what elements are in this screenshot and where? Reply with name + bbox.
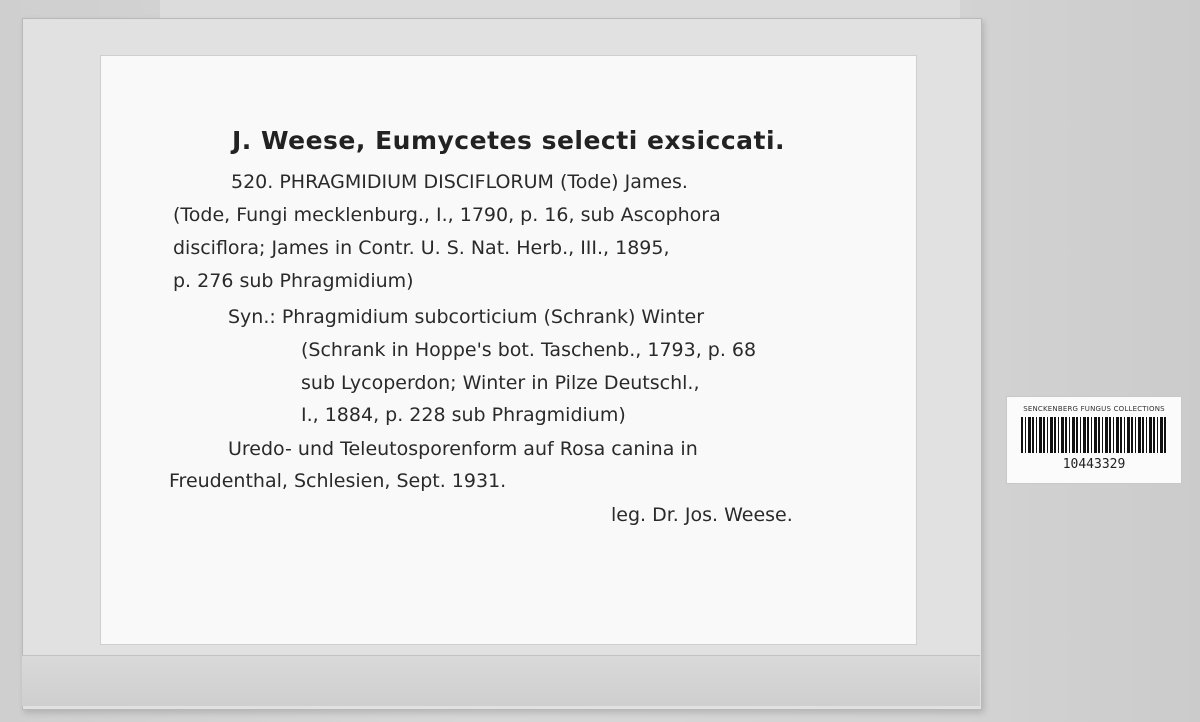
label-line-6: (Schrank in Hoppe's bot. Taschenb., 1793, p. 68 [301,339,757,361]
label-line-1: 520. PHRAGMIDIUM DISCIFLORUM (Tode) James. [231,171,688,193]
specimen-label [100,55,917,645]
label-line-7: sub Lycoperdon; Winter in Pilze Deutschl., [301,372,700,394]
label-line-4: p. 276 sub Phragmidium) [173,270,414,292]
collector-line: leg. Dr. Jos. Weese. [611,504,793,526]
label-line-8: I., 1884, p. 228 sub Phragmidium) [301,404,626,426]
label-line-2: (Tode, Fungi mecklenburg., I., 1790, p. 16, sub Ascophora [173,204,721,226]
label-title: J. Weese, Eumycetes selecti exsiccati. [231,126,786,155]
label-line-10: Freudenthal, Schlesien, Sept. 1931. [169,470,507,492]
packet-fold [22,655,980,706]
label-line-9: Uredo- und Teleutosporenform auf Rosa canina in [228,438,698,460]
barcode-label [1006,396,1182,484]
label-line-3: disciflora; James in Contr. U. S. Nat. Herb., III., 1895, [173,237,670,259]
barcode-number: 10443329 [1062,457,1126,472]
barcode-image [1021,417,1167,453]
barcode-collection-name: SENCKENBERG FUNGUS COLLECTIONS [1023,405,1165,413]
label-line-5: Syn.: Phragmidium subcorticium (Schrank) Winter [228,306,705,328]
